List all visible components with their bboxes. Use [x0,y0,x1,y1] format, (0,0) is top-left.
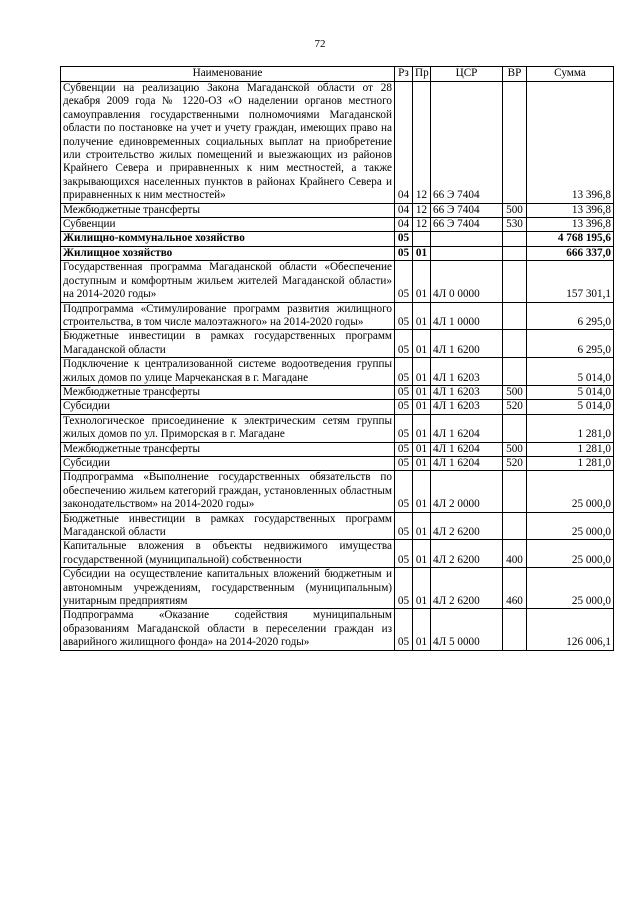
table-row [61,568,614,609]
row-csr: 4Л 1 6203 [431,385,503,399]
table-row [61,512,614,540]
budget-table [60,66,614,651]
row-vr [503,232,527,246]
row-csr: 4Л 1 0000 [431,302,503,330]
row-csr: 4Л 5 0000 [431,609,503,650]
row-vr: 460 [503,568,527,609]
row-name: Субвенции [61,218,395,232]
row-pr: 01 [413,261,431,302]
row-vr: 500 [503,203,527,217]
row-csr: 4Л 1 6204 [431,456,503,470]
row-rz: 05 [395,456,413,470]
row-rz: 05 [395,358,413,386]
row-name: Субвенции на реализацию Закона Магаданской области от 28 декабря 2009 года № 1220-ОЗ «О наделении органов местного самоуправления государственными полномочиями Магаданской области по постановке на учет и учету граждан, имеющих право на получение единовременных социальных выплат на приобретение или строительство жилых помещений и выезжающих из районов Крайнего Севера и приравненных к ним местностей, а также закрывающихся населенных пунктов в районах Крайнего Севера и приравненных к ним местностей» [61,82,395,204]
row-sum: 5 014,0 [527,385,614,399]
row-sum: 1 281,0 [527,456,614,470]
row-rz: 05 [395,471,413,512]
table-row [61,218,614,232]
row-vr [503,302,527,330]
row-name: Подпрограмма «Оказание содействия муниципальным образованиям Магаданской области в переселении граждан из аварийного жилищного фонда» на 2014-2020 годы» [61,609,395,650]
row-csr [431,246,503,260]
row-pr: 12 [413,203,431,217]
row-name: Субсидии [61,456,395,470]
row-pr: 01 [413,442,431,456]
row-rz: 04 [395,82,413,204]
row-sum: 25 000,0 [527,568,614,609]
table-row [61,442,614,456]
row-pr: 01 [413,246,431,260]
row-pr: 01 [413,609,431,650]
row-rz: 05 [395,246,413,260]
table-row [61,385,614,399]
page-number: 72 [314,38,326,50]
row-name: Подпрограмма «Стимулирование программ развития жилищного строительства, в том числе малоэтажного» на 2014-2020 годы» [61,302,395,330]
row-sum: 13 396,8 [527,203,614,217]
header-rz: Рз [395,67,413,82]
table-row [61,232,614,246]
row-name: Жилищное хозяйство [61,246,395,260]
row-sum: 25 000,0 [527,471,614,512]
row-csr: 66 Э 7404 [431,203,503,217]
row-pr: 01 [413,568,431,609]
row-rz: 05 [395,568,413,609]
header-pr: Пр [413,67,431,82]
row-name: Субсидии на осуществление капитальных вложений бюджетным и автономным учреждениям, государственным (муниципальным) унитарным предприятиям [61,568,395,609]
row-sum: 5 014,0 [527,400,614,414]
row-rz: 04 [395,203,413,217]
row-pr: 01 [413,471,431,512]
row-csr: 66 Э 7404 [431,218,503,232]
table-row [61,302,614,330]
row-csr [431,232,503,246]
row-sum: 6 295,0 [527,330,614,358]
row-vr [503,358,527,386]
row-vr: 500 [503,442,527,456]
row-sum: 4 768 195,6 [527,232,614,246]
row-vr: 530 [503,218,527,232]
row-rz: 05 [395,302,413,330]
row-pr: 01 [413,540,431,568]
row-csr: 66 Э 7404 [431,82,503,204]
row-sum: 1 281,0 [527,442,614,456]
table-row [61,330,614,358]
table-row [61,261,614,302]
row-csr: 4Л 2 6200 [431,512,503,540]
table-row [61,471,614,512]
row-rz: 05 [395,442,413,456]
table-row [61,414,614,442]
row-sum: 25 000,0 [527,540,614,568]
row-name: Подпрограмма «Выполнение государственных обязательств по обеспечению жильем категорий граждан, установленных областным законодательством» на 2014-2020 годы» [61,471,395,512]
row-csr: 4Л 1 6203 [431,400,503,414]
row-sum: 25 000,0 [527,512,614,540]
row-vr [503,512,527,540]
row-vr: 400 [503,540,527,568]
row-csr: 4Л 2 0000 [431,471,503,512]
row-rz: 05 [395,609,413,650]
header-vr: ВР [503,67,527,82]
row-pr: 01 [413,400,431,414]
row-sum: 1 281,0 [527,414,614,442]
header-name: Наименование [61,67,395,82]
row-rz: 05 [395,330,413,358]
row-sum: 6 295,0 [527,302,614,330]
table-row [61,609,614,650]
row-csr: 4Л 1 6203 [431,358,503,386]
row-rz: 05 [395,400,413,414]
row-rz: 05 [395,512,413,540]
row-csr: 4Л 2 6200 [431,568,503,609]
row-vr [503,261,527,302]
row-vr [503,246,527,260]
row-pr: 01 [413,385,431,399]
row-name: Межбюджетные трансферты [61,442,395,456]
row-name: Субсидии [61,400,395,414]
table-row [61,246,614,260]
row-sum: 13 396,8 [527,218,614,232]
row-vr [503,609,527,650]
row-csr: 4Л 1 6204 [431,442,503,456]
row-name: Бюджетные инвестиции в рамках государственных программ Магаданской области [61,330,395,358]
table-row [61,358,614,386]
row-rz: 04 [395,218,413,232]
row-csr: 4Л 0 0000 [431,261,503,302]
row-sum: 666 337,0 [527,246,614,260]
table-row [61,400,614,414]
row-name: Подключение к централизованной системе водоотведения группы жилых домов по улице Марчеканская в г. Магадане [61,358,395,386]
row-pr: 01 [413,414,431,442]
row-name: Жилищно-коммунальное хозяйство [61,232,395,246]
row-pr: 12 [413,82,431,204]
row-rz: 05 [395,385,413,399]
row-rz: 05 [395,414,413,442]
row-name: Технологическое присоединение к электрическим сетям группы жилых домов по ул. Приморская в г. Магадане [61,414,395,442]
table-header-row [61,67,614,82]
table-row [61,540,614,568]
row-rz: 05 [395,232,413,246]
row-vr [503,471,527,512]
table-row [61,203,614,217]
row-pr: 01 [413,330,431,358]
row-sum: 126 006,1 [527,609,614,650]
row-name: Межбюджетные трансферты [61,203,395,217]
row-csr: 4Л 1 6204 [431,414,503,442]
row-vr: 500 [503,385,527,399]
row-vr [503,330,527,358]
table-row [61,456,614,470]
row-pr: 12 [413,218,431,232]
row-pr [413,232,431,246]
row-vr: 520 [503,456,527,470]
row-name: Капитальные вложения в объекты недвижимого имущества государственной (муниципальной) собственности [61,540,395,568]
row-name: Межбюджетные трансферты [61,385,395,399]
row-rz: 05 [395,261,413,302]
row-rz: 05 [395,540,413,568]
row-sum: 157 301,1 [527,261,614,302]
row-csr: 4Л 2 6200 [431,540,503,568]
row-pr: 01 [413,302,431,330]
row-pr: 01 [413,456,431,470]
row-pr: 01 [413,358,431,386]
table-body [61,82,614,651]
row-name: Бюджетные инвестиции в рамках государственных программ Магаданской области [61,512,395,540]
row-csr: 4Л 1 6200 [431,330,503,358]
row-sum: 13 396,8 [527,82,614,204]
header-csr: ЦСР [431,67,503,82]
row-vr [503,82,527,204]
row-pr: 01 [413,512,431,540]
header-sum: Сумма [527,67,614,82]
row-vr: 520 [503,400,527,414]
row-vr [503,414,527,442]
row-sum: 5 014,0 [527,358,614,386]
table-row [61,82,614,204]
row-name: Государственная программа Магаданской области «Обеспечение доступным и комфортным жильем жителей Магаданской области» на 2014-2020 годы» [61,261,395,302]
